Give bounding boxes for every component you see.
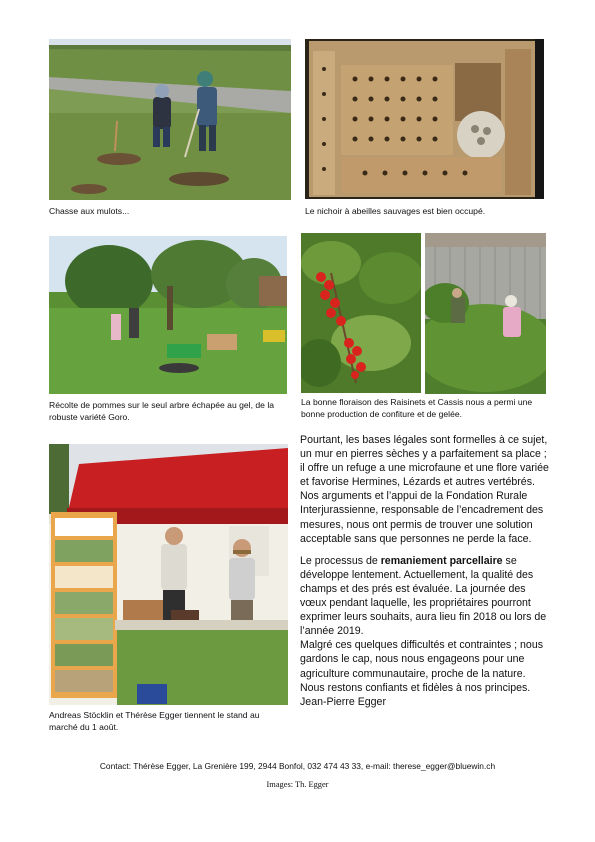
caption-children: Chasse aux mulots... <box>49 206 130 216</box>
photo-berry-picking <box>425 233 546 394</box>
image-credit: Images: Th. Egger <box>266 780 329 789</box>
photo-bee-nest <box>305 39 544 199</box>
footer-contact: Contact: Thérèse Egger, La Grenière 199, 2944 Bonfol, 032 474 43 33, e-mail: therese_egger@bluewin.ch <box>99 761 496 771</box>
paragraph2-lead: Le processus de <box>300 554 381 567</box>
caption-apples: Récolte de pommes sur le seul arbre échapée au gel, de la robuste variété Goro. <box>49 400 275 422</box>
caption-bee-nest: Le nichoir à abeilles sauvages est bien occupé. <box>305 206 486 216</box>
paragraph2-rest: se développe lentement. Actuellement, la qualité des champs et des prés est évaluée. La journée des vœux pendant laquelle, les propriétaires pourront exprimer leurs souhaits, aura lieu fin 2018 ou lors de l’année 2019. <box>300 554 547 638</box>
paragraph-commitment: Malgré ces quelques difficultés et contraintes ; nous gardons le cap, nous nous engageons pour une agriculture communautaire, proche de la nature. Nous restons confiants et fidèles à nos principes. <box>300 639 544 694</box>
keyword-remaniement: remaniement parcellaire <box>380 554 503 567</box>
photo-apple-harvest <box>49 236 287 394</box>
caption-stand: Andreas Stöcklin et Thérèse Egger tiennent le stand au marché du 1 août. <box>49 710 260 732</box>
photo-red-currants <box>301 233 421 393</box>
photo-children-field <box>49 39 291 200</box>
caption-berries: La bonne floraison des Raisinets et Cassis nous a permi une bonne production de confiture et de gelée. <box>301 397 533 419</box>
signature: Jean-Pierre Egger <box>300 695 386 708</box>
article-body <box>300 433 550 709</box>
paragraph-land-consolidation <box>300 554 550 639</box>
photo-market-stand <box>49 444 288 705</box>
paragraph-legal-basis: Pourtant, les bases légales sont formelles à ce sujet, un mur en pierres sèches y a parfaitement sa place ; il offre un refuge a une microfaune et une flore variée et favorise Hermines, Lézards et autres vertébrés. Nos arguments et l’appui de la Fondation Rurale Interjurassienne, responsable de l’encadrement des mesures, nous ont permis de trouver une solution acceptable sans que personnes ne perde la face. <box>300 434 549 545</box>
